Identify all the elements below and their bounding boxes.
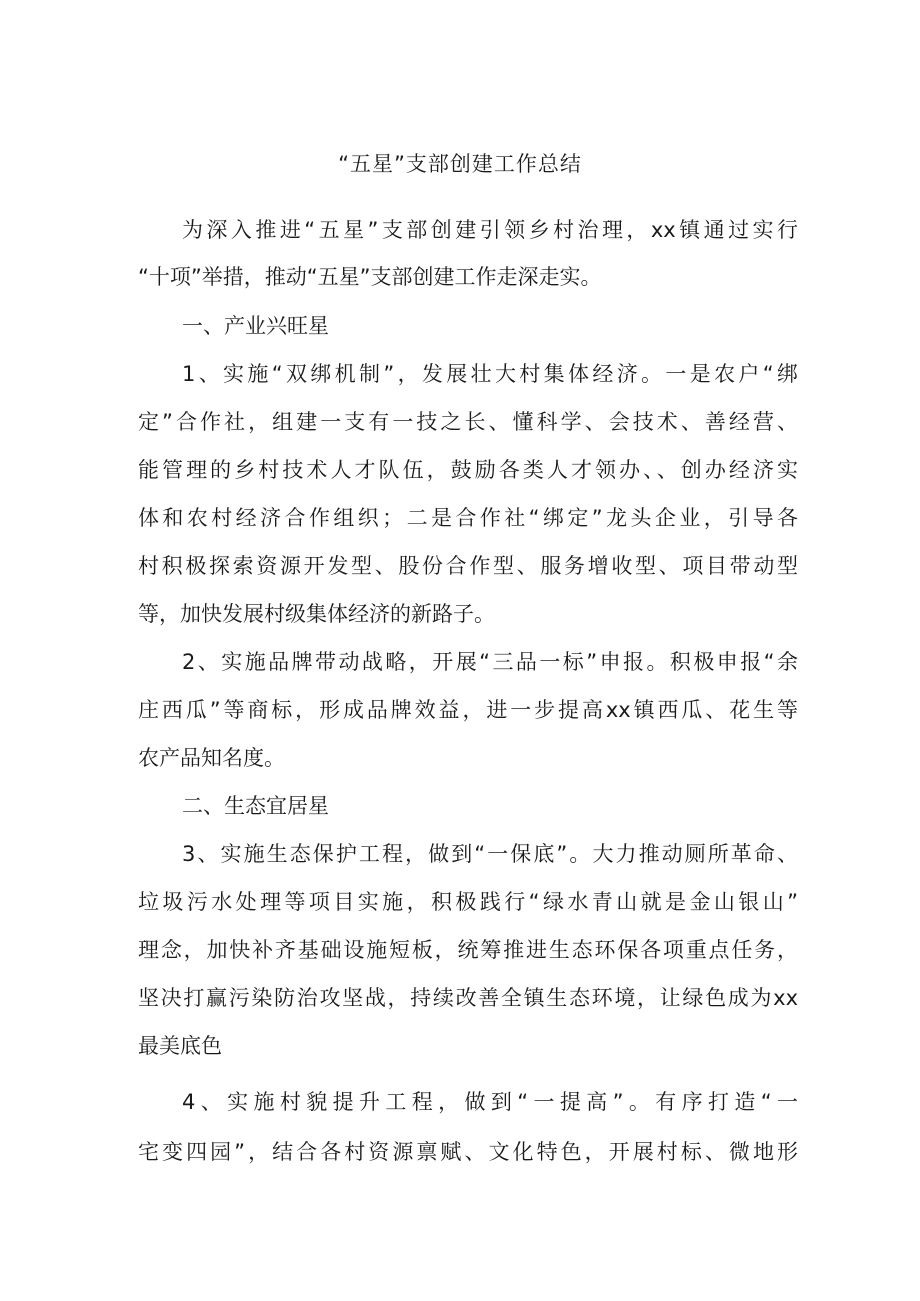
paragraph-line: 2、实施品牌带动战略，开展“三品一标”申报。积极申报“余	[182, 650, 798, 674]
paragraph-line: 农产品知名度。	[138, 746, 285, 770]
paragraph-line: 能管理的乡村技术人才队伍，鼓励各类人才领办、、创办经济实	[138, 458, 798, 482]
section-heading: 一、产业兴旺星	[182, 314, 329, 338]
paragraph-line: 宅变四园”，结合各村资源禀赋、文化特色，开展村标、微地形	[138, 1140, 798, 1164]
paragraph-line: “十项”举措，推动“五星”支部创建工作走深走实。	[138, 265, 602, 289]
paragraph-line: 垃圾污水处理等项目实施，积极践行“绿水青山就是金山银山”	[138, 890, 798, 914]
section-heading: 二、生态宜居星	[182, 794, 329, 818]
paragraph-line: 等，加快发展村级集体经济的新路子。	[138, 602, 495, 626]
paragraph-line: 3、实施生态保护工程，做到“一保底”。大力推动厕所革命、	[182, 842, 798, 866]
paragraph-line: 理念，加快补齐基础设施短板，统筹推进生态环保各项重点任务，	[138, 938, 798, 962]
paragraph-line: 1、实施“双绑机制”，发展壮大村集体经济。一是农户“绑	[182, 362, 798, 386]
paragraph-line: 庄西瓜”等商标，形成品牌效益，进一步提高xx镇西瓜、花生等	[138, 698, 798, 722]
paragraph-line: 4、实施村貌提升工程，做到“一提高”。有序打造“一	[182, 1090, 798, 1114]
document-title: “五星”支部创建工作总结	[338, 152, 582, 176]
paragraph-line: 坚决打赢污染防治攻坚战，持续改善全镇生态环境，让绿色成为xx	[138, 986, 798, 1010]
paragraph-line: 为深入推进“五星”支部创建引领乡村治理，xx镇通过实行	[182, 218, 798, 242]
paragraph-line: 村积极探索资源开发型、股份合作型、服务增收型、项目带动型	[138, 554, 798, 578]
paragraph-line: 体和农村经济合作组织；二是合作社“绑定”龙头企业，引导各	[138, 506, 798, 530]
paragraph-line: 最美底色	[138, 1034, 222, 1058]
paragraph-line: 定”合作社，组建一支有一技之长、懂科学、会技术、善经营、	[138, 410, 798, 434]
